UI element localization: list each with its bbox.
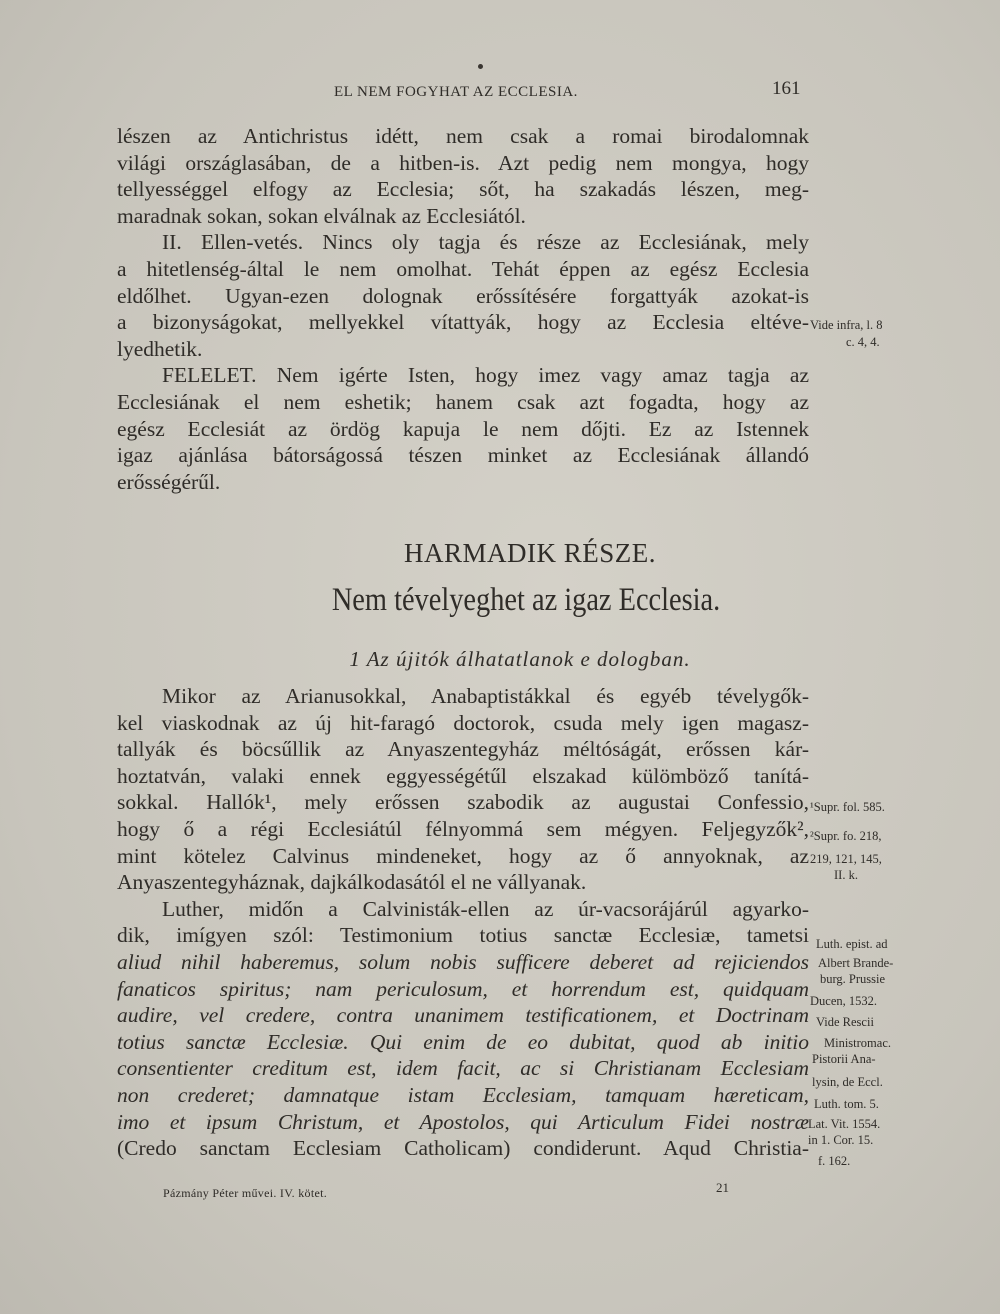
subsection-title: 1 Az újitók álhatatlanok e dologban. xyxy=(349,647,691,671)
margin-note: Luth. tom. 5. xyxy=(814,1097,879,1111)
series-footer: Pázmány Péter művei. IV. kötet. xyxy=(163,1186,328,1200)
text-line: maradnak sokan, sokan elválnak az Ecclesiától. xyxy=(117,203,526,228)
text-line: mint kötelez Calvinus mindeneket, hogy az ő annyoknak, az xyxy=(117,843,809,868)
text-line: tellyességgel elfogy az Ecclesia; sőt, ha szakadás lészen, meg- xyxy=(117,177,809,202)
text-line: a hitetlenség-által le nem omolhat. Tehát éppen az egész Ecclesia xyxy=(117,256,809,281)
text-line: tallyák és böcsűllik az Anyaszentegyház méltóságát, erőssen kár- xyxy=(117,737,809,762)
page-number: 161 xyxy=(772,78,801,99)
margin-note: lysin, de Eccl. xyxy=(812,1075,883,1089)
text-line: Luther, midőn a Calvinisták-ellen az úr-vacsorájárúl agyarko- xyxy=(162,896,809,921)
text-line: fanaticos spiritus; nam periculosum, et horrendum est, quidquam xyxy=(117,976,809,1001)
text-line: dik, imígyen szól: Testimonium totius sanctæ Ecclesiæ, tametsi xyxy=(117,923,809,948)
text-line: aliud nihil haberemus, solum nobis sufficere deberet ad rejiciendos xyxy=(117,949,809,974)
text-line: Anyaszentegyháznak, dajkálkodasától el ne vállyanak. xyxy=(117,870,587,895)
text-line: erősségérűl. xyxy=(117,469,221,494)
text-line: FELELET. Nem igérte Isten, hogy imez vagy amaz tagja az xyxy=(162,363,809,388)
margin-note: burg. Prussie xyxy=(820,972,886,986)
margin-note: ¹Supr. fol. 585. xyxy=(810,800,885,814)
text-line: egész Ecclesiát az ördög kapuja le nem dőjti. Ez az Istennek xyxy=(117,416,809,441)
bottom-text-block xyxy=(117,683,809,1162)
text-line: Mikor az Arianusokkal, Anabaptistákkal és egyéb tévelygők- xyxy=(162,684,809,708)
text-line: Ecclesiának el nem eshetik; hanem csak azt fogadta, hogy az xyxy=(117,389,809,414)
text-line: eldőlhet. Ugyan-ezen dolognak erőssítésére forgattyák azokat-is xyxy=(117,283,809,308)
margin-note: Albert Brande- xyxy=(818,956,894,970)
margin-note: Vide infra, l. 8 xyxy=(810,318,883,332)
margin-note: Pistorii Ana- xyxy=(812,1052,876,1066)
text-line: hogy ő a régi Ecclesiátúl félnyommá sem mégyen. Feljegyzők², xyxy=(117,816,809,841)
text-line: kel viaskodnak az új hit-faragó doctorok, csuda mely igen magasz- xyxy=(117,710,809,735)
text-line: hoztatván, valaki ennek eggyességétűl elszakad külömböző tanítá- xyxy=(117,763,809,788)
text-line: imo et ipsum Christum, et Apostolos, qui Articulum Fidei nostræ xyxy=(117,1109,809,1134)
text-line: lyedhetik. xyxy=(117,336,203,361)
margin-note: II. k. xyxy=(834,868,858,882)
chapter-title: Nem tévelyeghet az igaz Ecclesia. xyxy=(331,582,721,618)
text-line: non crederet; damnatque istam Ecclesiam, tamquam hæreticam, xyxy=(117,1082,809,1107)
text-line: II. Ellen-vetés. Nincs oly tagja és része az Ecclesiának, mely xyxy=(162,230,809,255)
margin-note: Vide Rescii xyxy=(816,1015,874,1029)
text-line: audire, vel credere, contra unanimem testificationem, et Doctrinam xyxy=(117,1003,809,1028)
text-line: sokkal. Hallók¹, mely erőssen szabodik az augustai Confessio, xyxy=(117,790,809,815)
text-line: totius sanctæ Ecclesiæ. Qui enim de eo dubitat, quod ab initio xyxy=(117,1029,809,1054)
margin-note: Luth. epist. ad xyxy=(816,937,888,951)
margin-note: ²Supr. fo. 218, xyxy=(810,829,882,843)
margin-note: f. 162. xyxy=(818,1154,851,1168)
margin-note: c. 4, 4. xyxy=(846,335,880,349)
running-title: EL NEM FOGYHAT AZ ECCLESIA. xyxy=(334,84,578,100)
margin-note: in 1. Cor. 15. xyxy=(808,1133,874,1147)
text-line: világi országlasában, de a hitben-is. Azt pedig nem mongya, hogy xyxy=(117,150,809,175)
margin-note: Ducen, 1532. xyxy=(810,994,877,1008)
margin-note: 219, 121, 145, xyxy=(810,852,882,866)
ink-speck xyxy=(478,64,483,69)
top-text-block xyxy=(117,123,809,495)
signature-mark: 21 xyxy=(716,1180,729,1195)
text-line: (Credo sanctam Ecclesiam Catholicam) condiderunt. Aqud Christia- xyxy=(117,1136,809,1161)
text-line: consentienter creditum est, idem facit, ac si Christianam Ecclesiam xyxy=(117,1056,809,1081)
margin-note: Lat. Vit. 1554. xyxy=(808,1117,881,1131)
text-line: igaz ajánlása bátorságossá tészen minket az Ecclesiának állandó xyxy=(117,443,809,468)
part-heading: HARMADIK RÉSZE. xyxy=(403,538,656,568)
margin-note: Ministromac. xyxy=(824,1036,892,1050)
text-line: a bizonyságokat, mellyekkel vítattyák, hogy az Ecclesia eltéve- xyxy=(117,310,809,335)
text-line: lészen az Antichristus idétt, nem csak a romai birodalomnak xyxy=(117,124,809,148)
